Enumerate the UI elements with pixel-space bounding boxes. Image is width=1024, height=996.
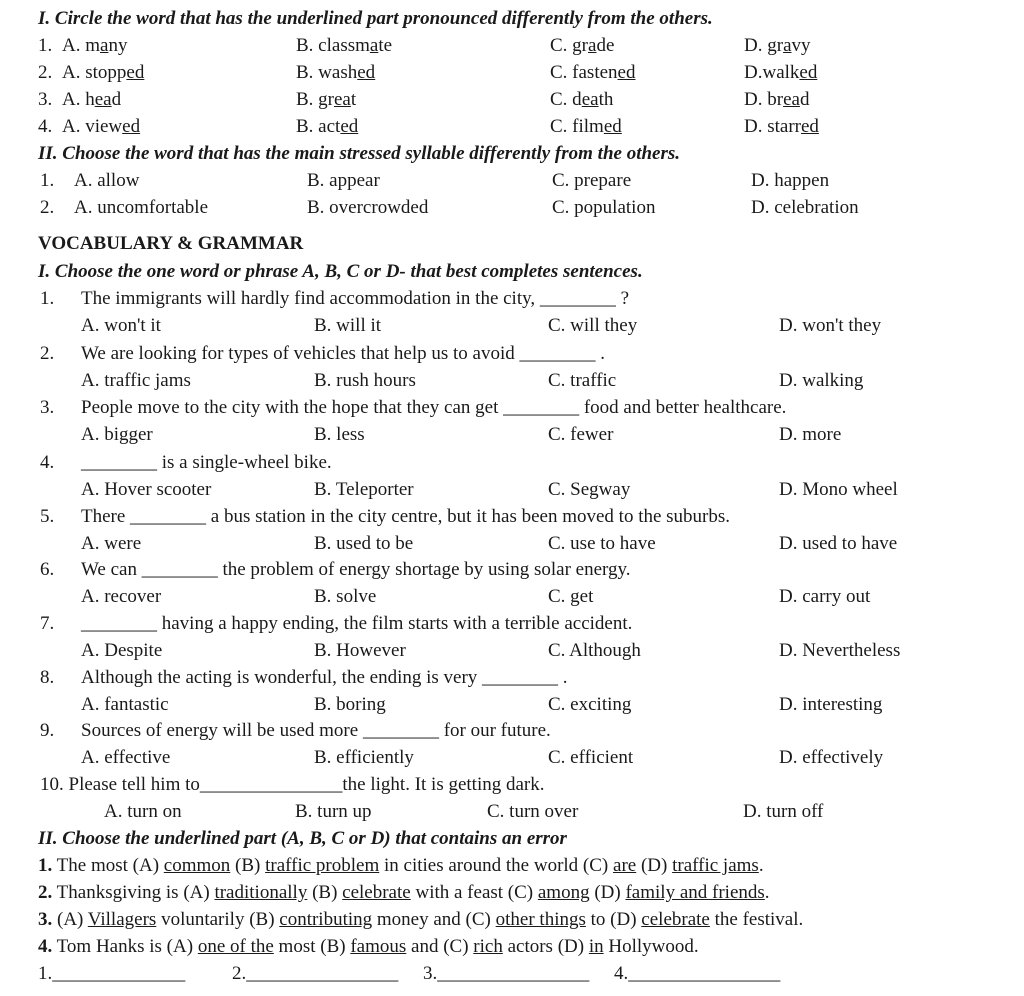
option-d[interactable]: D. effectively — [779, 747, 884, 768]
question-number: 4. — [38, 116, 53, 137]
option-a[interactable]: A. uncomfortable — [74, 197, 209, 218]
option-b[interactable] — [296, 89, 356, 111]
underlined-part[interactable]: family and friends — [625, 882, 765, 903]
question-4 — [0, 452, 1024, 478]
option-c[interactable]: C. Although — [548, 640, 641, 661]
underlined-part[interactable]: traditionally — [214, 882, 308, 903]
option-a[interactable]: A. bigger — [81, 424, 153, 445]
option-a[interactable]: A. fantastic — [81, 694, 169, 715]
question-7-options — [0, 640, 1024, 666]
underlined-part[interactable]: celebrate — [641, 909, 710, 930]
error-sentence-4 — [0, 936, 1024, 962]
option-d[interactable]: D. Nevertheless — [779, 640, 901, 661]
word-part: de — [596, 35, 615, 56]
underlined-part[interactable]: Villagers — [87, 909, 157, 930]
question-text: We are looking for types of vehicles that help us to avoid ________ . — [81, 343, 606, 364]
word-part: ny — [108, 35, 128, 56]
vocab-heading: I. Choose the one word or phrase A, B, C or D- that best completes sentences. — [38, 261, 643, 282]
option-c[interactable]: C. exciting — [548, 694, 632, 715]
sentence-text: money and (C) — [372, 909, 496, 930]
sentence-text: and (C) — [406, 936, 474, 957]
word-part: th — [598, 89, 614, 110]
sentence-text: to (D) — [585, 909, 642, 930]
underlined-part: a — [369, 35, 379, 56]
sentence — [38, 882, 770, 904]
option-a[interactable]: A. effective — [81, 747, 171, 768]
option-c[interactable]: C. efficient — [548, 747, 634, 768]
word-part: A. stopp — [62, 62, 127, 83]
stress-row — [0, 197, 1024, 223]
item-number: 2. — [38, 882, 53, 903]
word-part: C. d — [550, 89, 582, 110]
word-part: C. gr — [550, 35, 588, 56]
question-10-options — [0, 801, 1024, 827]
question-number: 2. — [40, 343, 55, 364]
question-7 — [0, 613, 1024, 639]
word-part: B. wash — [296, 62, 358, 83]
sentence-text: Hollywood. — [603, 936, 699, 957]
sentence-text: most (B) — [273, 936, 351, 957]
question-text: ________ having a happy ending, the film starts with a terrible accident. — [81, 613, 633, 634]
option-b[interactable]: B. solve — [314, 586, 377, 607]
question-text: We can ________ the problem of energy shortage by using solar energy. — [81, 559, 631, 580]
item-number: 1. — [38, 855, 53, 876]
question-1 — [0, 288, 1024, 314]
question-number: 2. — [38, 62, 53, 83]
underlined-part: ed — [340, 116, 359, 137]
question-text: People move to the city with the hope that they can get ________ food and better healthcare. — [81, 397, 787, 418]
question-number: 1. — [40, 288, 55, 309]
underlined-part: ea — [94, 89, 112, 110]
underlined-part: ed — [122, 116, 141, 137]
option-a[interactable]: A. Hover scooter — [81, 479, 212, 500]
option-d[interactable]: D. celebration — [751, 197, 859, 218]
option-d[interactable]: D. happen — [751, 170, 830, 191]
underlined-part: ed — [357, 62, 376, 83]
underlined-part[interactable]: contributing — [279, 909, 373, 930]
stress-heading: II. Choose the word that has the main stressed syllable differently from the others. — [38, 143, 681, 164]
word-part: D. gr — [744, 35, 784, 56]
sentence — [38, 936, 699, 958]
question-6-options — [0, 586, 1024, 612]
underlined-part: ed — [800, 116, 819, 137]
question-text: ________ is a single-wheel bike. — [81, 452, 332, 473]
pron-row — [0, 62, 1024, 88]
underlined-part: ea — [783, 89, 800, 110]
answer-blank-2[interactable]: 2.________________ — [232, 963, 399, 984]
sentence-text: . — [758, 855, 764, 876]
stress-row — [0, 170, 1024, 196]
question-3-options — [0, 424, 1024, 450]
answer-blank-3[interactable]: 3.________________ — [423, 963, 590, 984]
answer-blank-4[interactable]: 4.________________ — [614, 963, 781, 984]
question-text: The immigrants will hardly find accommodation in the city, ________ ? — [81, 288, 630, 309]
question-2-options — [0, 370, 1024, 396]
word-part: A. view — [62, 116, 123, 137]
underlined-part[interactable]: celebrate — [342, 882, 411, 903]
option-c[interactable]: C. fewer — [548, 424, 614, 445]
sentence-text: Tom Hanks is (A) — [52, 936, 198, 957]
option-a[interactable] — [62, 89, 121, 111]
word-part: D.walk — [744, 62, 800, 83]
question-3 — [0, 397, 1024, 423]
option-b[interactable]: B. efficiently — [314, 747, 414, 768]
option-a[interactable]: A. allow — [74, 170, 140, 191]
sentence — [38, 855, 764, 877]
question-text: There ________ a bus station in the city centre, but it has been moved to the suburbs. — [81, 506, 731, 527]
sentence-text: (D) — [589, 882, 626, 903]
option-b[interactable]: B. appear — [307, 170, 380, 191]
option-d[interactable]: D. more — [779, 424, 842, 445]
question-number: 6. — [40, 559, 55, 580]
error-sentence-3 — [0, 909, 1024, 935]
sentence-text: The most (A) — [52, 855, 164, 876]
underlined-part[interactable]: common — [163, 855, 231, 876]
sentence-text: (B) — [230, 855, 266, 876]
word-part: B. gr — [296, 89, 334, 110]
underlined-part[interactable]: in — [588, 936, 604, 957]
pron-row — [0, 89, 1024, 115]
question-number: 7. — [40, 613, 55, 634]
sentence-text: . — [764, 882, 770, 903]
option-a[interactable] — [62, 35, 127, 57]
answer-blank-1[interactable]: 1.______________ — [38, 963, 186, 984]
option-d[interactable]: D. used to have — [779, 533, 898, 554]
option-d[interactable] — [744, 35, 811, 57]
underlined-part: a — [100, 35, 109, 56]
error-sentence-2 — [0, 882, 1024, 908]
underlined-part[interactable]: one of the — [197, 936, 274, 957]
vocab-grammar-title: VOCABULARY & GRAMMAR — [38, 233, 304, 254]
option-b[interactable] — [296, 35, 392, 57]
underlined-part: ea — [334, 89, 351, 110]
option-c[interactable] — [550, 62, 635, 84]
sentence-text: (A) — [52, 909, 88, 930]
question-1-options — [0, 315, 1024, 341]
sentence — [38, 909, 803, 931]
underlined-part: a — [783, 35, 792, 56]
option-d[interactable]: D. walking — [779, 370, 864, 391]
word-part: d — [111, 89, 122, 110]
word-part: D. starr — [744, 116, 801, 137]
underlined-part[interactable]: other things — [495, 909, 586, 930]
option-a[interactable]: A. won't it — [81, 315, 161, 336]
option-d[interactable] — [744, 116, 819, 138]
pron-row — [0, 116, 1024, 142]
sentence-text: the festival. — [709, 909, 804, 930]
option-a[interactable]: A. were — [81, 533, 142, 554]
error-heading: II. Choose the underlined part (A, B, C or D) that contains an error — [38, 828, 567, 849]
option-b[interactable]: B. used to be — [314, 533, 414, 554]
pronunciation-heading: I. Circle the word that has the underlined part pronounced differently from the others. — [38, 8, 713, 29]
word-part: d — [799, 89, 810, 110]
word-part: C. film — [550, 116, 604, 137]
answer-blanks — [0, 963, 1024, 989]
question-8 — [0, 667, 1024, 693]
question-number: 1. — [38, 35, 53, 56]
option-d[interactable] — [744, 62, 817, 84]
option-b[interactable]: B. rush hours — [314, 370, 416, 391]
word-part: te — [378, 35, 393, 56]
option-c[interactable]: C. get — [548, 586, 594, 607]
sentence-text: (D) — [636, 855, 673, 876]
underlined-part[interactable]: among — [537, 882, 590, 903]
word-part: vy — [791, 35, 811, 56]
underlined-part[interactable]: traffic jams — [672, 855, 759, 876]
option-d[interactable]: D. Mono wheel — [779, 479, 898, 500]
option-c[interactable]: C. traffic — [548, 370, 617, 391]
underlined-part: ed — [126, 62, 145, 83]
sentence-text: in cities around the world (C) — [379, 855, 614, 876]
sentence-text: actors (D) — [502, 936, 589, 957]
option-d[interactable]: D. carry out — [779, 586, 871, 607]
option-b[interactable] — [296, 116, 358, 138]
option-c[interactable] — [550, 89, 613, 111]
question-number: 1. — [40, 170, 55, 191]
question-number: 4. — [40, 452, 55, 473]
option-a[interactable] — [62, 116, 140, 138]
option-a[interactable] — [62, 62, 144, 84]
option-c[interactable]: C. population — [552, 197, 656, 218]
question-number: 9. — [40, 720, 55, 741]
question-8-options — [0, 694, 1024, 720]
question-number: 3. — [38, 89, 53, 110]
question-number: 8. — [40, 667, 55, 688]
option-d[interactable] — [744, 89, 809, 111]
word-part: D. br — [744, 89, 784, 110]
underlined-part[interactable]: traffic problem — [265, 855, 380, 876]
sentence-text: with a feast (C) — [410, 882, 538, 903]
question-4-options — [0, 479, 1024, 505]
option-c[interactable]: C. will they — [548, 315, 638, 336]
option-b[interactable]: B. Teleporter — [314, 479, 414, 500]
question-10: 10. Please tell him to_______________the light. It is getting dark. — [40, 774, 545, 795]
option-d[interactable]: D. won't they — [779, 315, 882, 336]
underlined-part: a — [588, 35, 597, 56]
underlined-part[interactable]: famous — [350, 936, 407, 957]
option-b[interactable]: B. boring — [314, 694, 386, 715]
word-part: A. h — [62, 89, 95, 110]
question-9 — [0, 720, 1024, 746]
question-text: Sources of energy will be used more ________ for our future. — [81, 720, 551, 741]
option-b[interactable]: B. turn up — [295, 801, 372, 822]
underlined-part: ed — [617, 62, 636, 83]
option-c[interactable]: C. use to have — [548, 533, 656, 554]
option-d[interactable]: D. turn off — [743, 801, 824, 822]
question-5 — [0, 506, 1024, 532]
sentence-text: Thanksgiving is (A) — [52, 882, 215, 903]
question-9-options — [0, 747, 1024, 773]
word-part: B. classm — [296, 35, 370, 56]
question-number: 2. — [40, 197, 55, 218]
question-6 — [0, 559, 1024, 585]
underlined-part: ed — [799, 62, 818, 83]
underlined-part[interactable]: are — [613, 855, 637, 876]
option-b[interactable]: B. However — [314, 640, 406, 661]
option-b[interactable]: B. less — [314, 424, 365, 445]
question-number: 5. — [40, 506, 55, 527]
underlined-part: ea — [581, 89, 599, 110]
word-part: A. m — [62, 35, 100, 56]
error-sentence-1 — [0, 855, 1024, 881]
sentence-text: voluntarily (B) — [156, 909, 280, 930]
question-number: 3. — [40, 397, 55, 418]
question-text: Although the acting is wonderful, the ending is very ________ . — [81, 667, 568, 688]
option-a[interactable]: A. traffic jams — [81, 370, 191, 391]
item-number: 4. — [38, 936, 53, 957]
underlined-part: ed — [603, 116, 622, 137]
word-part: C. fasten — [550, 62, 618, 83]
option-a[interactable]: A. recover — [81, 586, 162, 607]
option-a[interactable]: A. Despite — [81, 640, 163, 661]
option-a[interactable]: A. turn on — [104, 801, 182, 822]
option-c[interactable]: C. Segway — [548, 479, 631, 500]
question-5-options — [0, 533, 1024, 559]
option-c[interactable]: C. turn over — [487, 801, 579, 822]
option-b[interactable]: B. will it — [314, 315, 382, 336]
option-b[interactable] — [296, 62, 375, 84]
pron-row — [0, 35, 1024, 61]
question-2 — [0, 343, 1024, 369]
option-c[interactable] — [550, 35, 614, 57]
underlined-part[interactable]: rich — [473, 936, 503, 957]
option-c[interactable]: C. prepare — [552, 170, 632, 191]
option-b[interactable]: B. overcrowded — [307, 197, 429, 218]
word-part: t — [350, 89, 357, 110]
sentence-text: (B) — [307, 882, 343, 903]
option-c[interactable] — [550, 116, 622, 138]
option-d[interactable]: D. interesting — [779, 694, 883, 715]
item-number: 3. — [38, 909, 53, 930]
word-part: B. act — [296, 116, 341, 137]
